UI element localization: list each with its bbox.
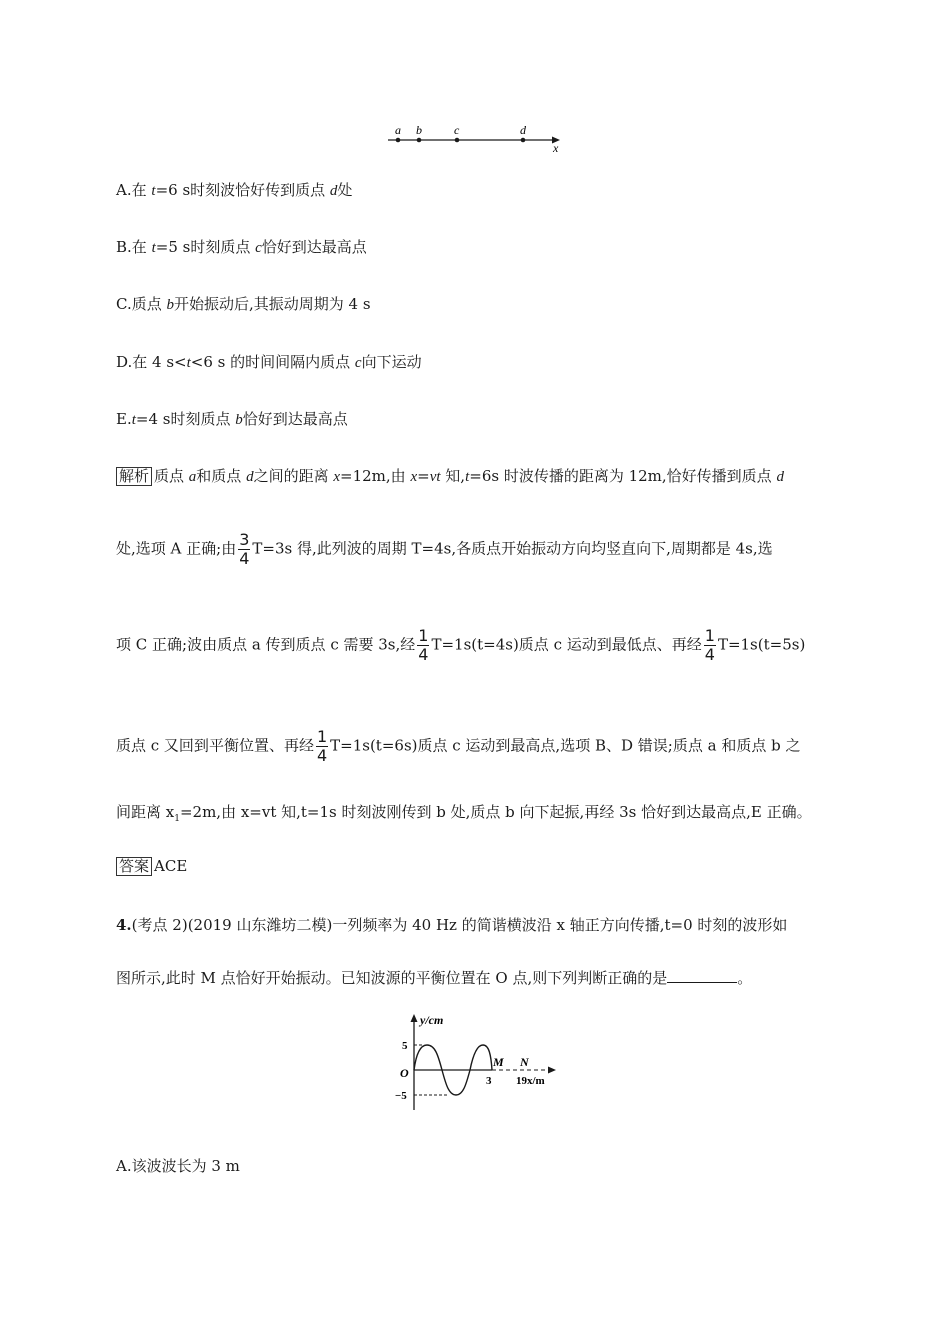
analysis-line-3: 项 C 正确;波由质点 a 传到质点 c 需要 3s,经 $\frac{1}{4}$ T=1s(t=4s)质点 c 运动到最低点、再经 $\frac{1}{4}$ T=1s(t=5s) — [116, 626, 806, 664]
question-4-line-2: 图所示,此时 M 点恰好开始振动。已知波源的平衡位置在 O 点,则下列判断正确的是 。 — [116, 969, 753, 987]
label-d: d — [520, 123, 526, 137]
answer-value: ACE — [154, 857, 188, 875]
analysis-tag: 解析 — [116, 467, 152, 486]
analysis-line-1: 解析 质点 a和质点 d之间的距离 x=12m,由 x=vt 知,t=6s 时波传播的距离为 12m,恰好传播到质点 d — [116, 466, 784, 487]
label-a: a — [395, 123, 401, 137]
fraction-quarter: $\frac{1}{4}$ — [316, 727, 328, 765]
label-x-axis: x — [553, 141, 559, 155]
option-b: B.在 t=5 s时刻质点 c恰好到达最高点 — [116, 238, 367, 256]
point-n-label: N — [520, 1055, 529, 1069]
answer-blank[interactable] — [667, 968, 737, 983]
analysis-line-2: 处,选项 A 正确;由 $\frac{3}{4}$ T=3s 得,此列波的周期 T=4s,各质点开始振动方向均竖直向下,周期都是 4s,选 — [116, 530, 773, 568]
point-a — [396, 138, 401, 143]
x-axis-label: 19x/m — [516, 1075, 545, 1087]
wave-graph — [390, 1010, 570, 1112]
y-axis-label: y/cm — [420, 1013, 444, 1027]
fraction-three-quarters: $\frac{3}{4}$ — [239, 530, 250, 568]
option-e: E.t=4 s时刻质点 b恰好到达最高点 — [116, 410, 348, 428]
option-a: A.在 t=6 s时刻波恰好传到质点 d处 — [116, 181, 353, 199]
y-tick-neg5: −5 — [395, 1090, 407, 1102]
analysis-line-5: 间距离 $x_1=2m$,由 x=vt 知,t=1s 时刻波刚传到 b 处,质点 b 向下起振,再经 3s 恰好到达最高点,E 正确。 — [116, 803, 812, 824]
fraction-quarter: $\frac{1}{4}$ — [704, 626, 715, 664]
question-4-line-1: 4.(考点 2)(2019 山东潍坊二模)一列频率为 40 Hz 的简谐横波沿 x 轴正方向传播,t=0 时刻的波形如 — [116, 916, 788, 934]
x-tick-3: 3 — [486, 1075, 492, 1087]
option-d: D.在 4 s<t<6 s 的时间间隔内质点 c向下运动 — [116, 353, 422, 371]
point-line-figure — [380, 122, 570, 156]
answer-line — [116, 856, 187, 876]
point-d — [521, 138, 526, 143]
point-b — [417, 138, 422, 143]
q4-option-a: A.该波波长为 3 m — [116, 1157, 240, 1175]
analysis-line-4: 质点 c 又回到平衡位置、再经 $\frac{1}{4}$ T=1s(t=6s)质点 c 运动到最高点,选项 B、D 错误;质点 a 和质点 b 之 — [116, 727, 801, 765]
option-c: C.质点 b开始振动后,其振动周期为 4 s — [116, 295, 371, 313]
y-tick-5: 5 — [402, 1040, 408, 1052]
label-c: c — [454, 123, 460, 137]
label-b: b — [416, 123, 422, 137]
origin-label: O — [400, 1066, 409, 1080]
question-number: 4. — [116, 916, 132, 934]
answer-tag: 答案 — [116, 857, 152, 876]
point-m-label: M — [493, 1055, 504, 1069]
point-c — [455, 138, 460, 143]
fraction-quarter: $\frac{1}{4}$ — [418, 626, 429, 664]
